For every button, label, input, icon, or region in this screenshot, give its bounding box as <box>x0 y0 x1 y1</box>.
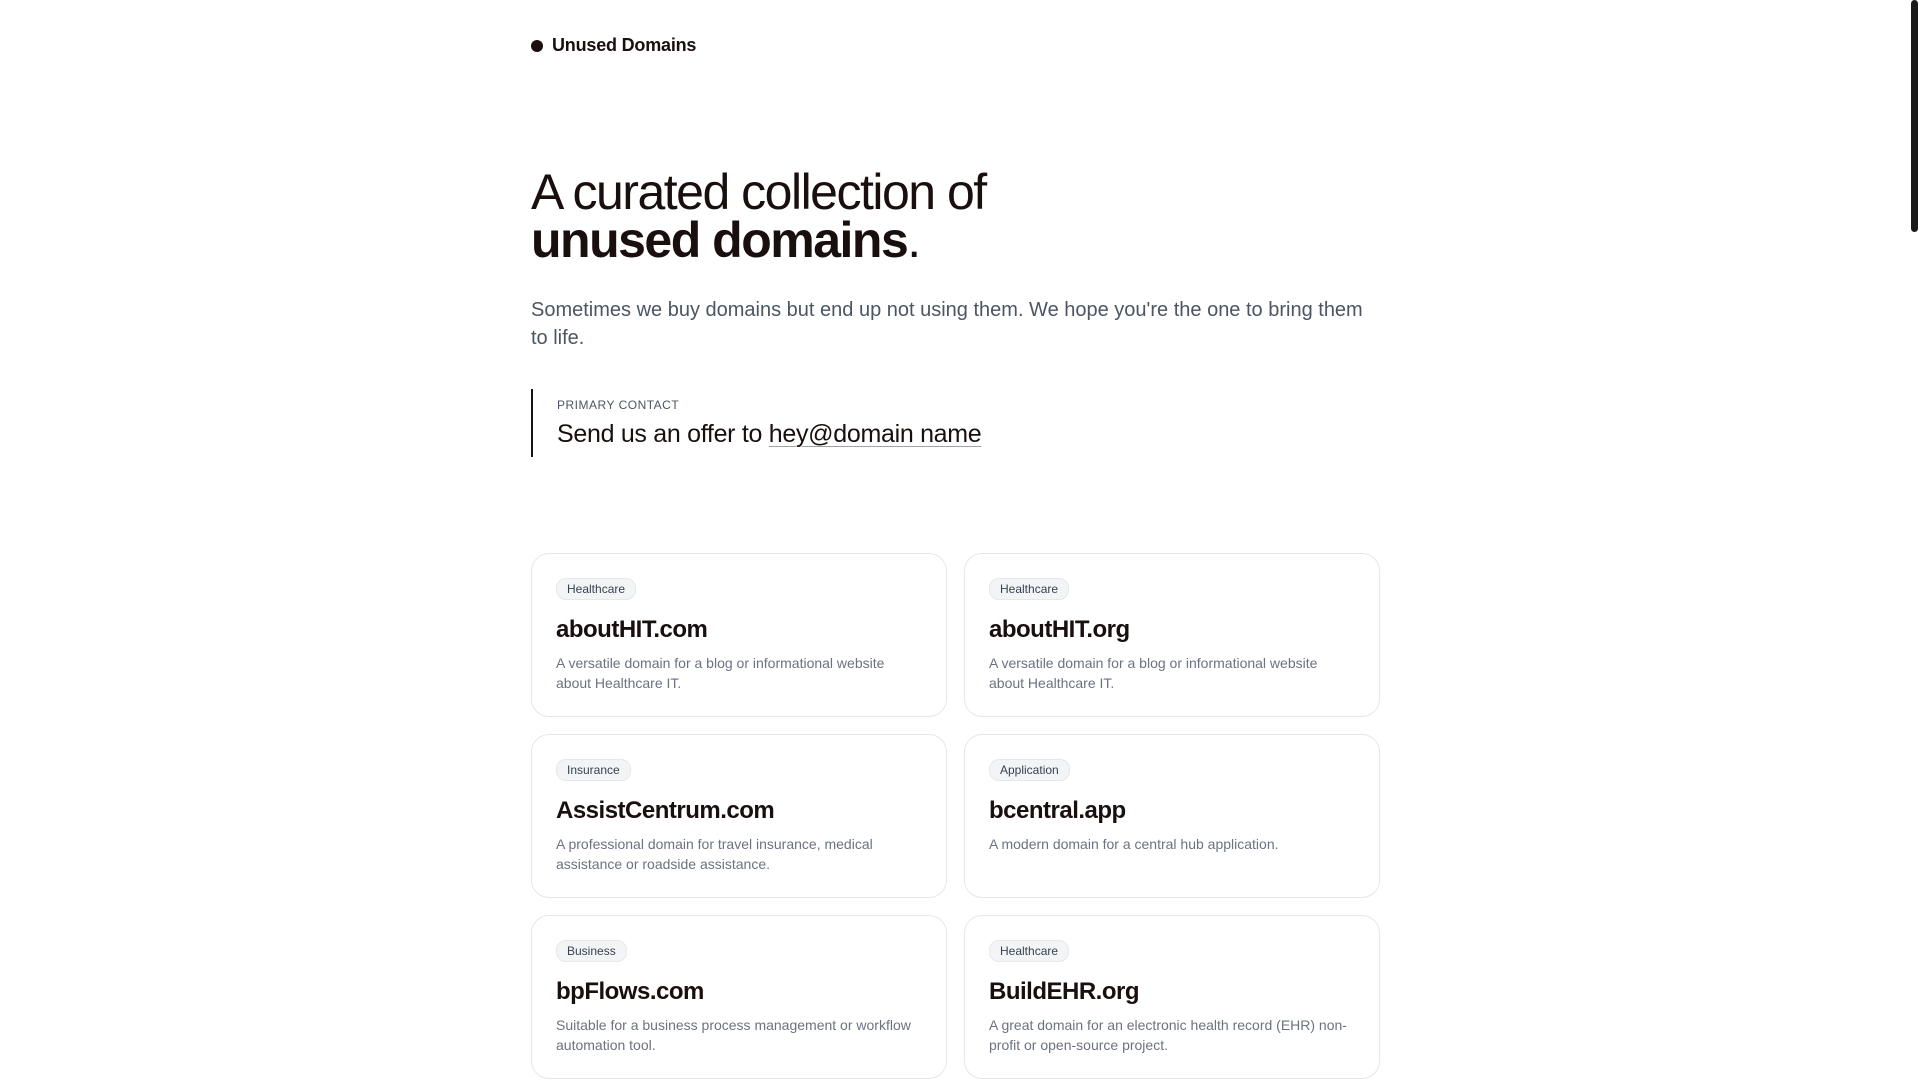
domain-description: A versatile domain for a blog or informational website about Healthcare IT. <box>556 655 885 691</box>
contact-line <box>557 420 981 449</box>
scrollbar-track[interactable] <box>1908 0 1920 1080</box>
domain-name: aboutHIT.org <box>989 616 1130 643</box>
domain-card[interactable] <box>964 734 1380 898</box>
brand[interactable] <box>531 35 696 56</box>
hero-title-line2 <box>531 212 1380 268</box>
primary-contact <box>531 389 981 457</box>
category-tag: Application <box>989 759 1070 781</box>
domain-card[interactable] <box>964 915 1380 1079</box>
hero-section <box>531 164 1380 352</box>
domain-description: Suitable for a business process management or workflow automation tool. <box>556 1017 911 1053</box>
brand-name: Unused Domains <box>552 35 697 55</box>
contact-prefix: Send us an offer to <box>557 420 769 448</box>
hero-title-line1: A curated collection of <box>531 164 986 220</box>
hero-title <box>531 164 1380 268</box>
domain-card[interactable] <box>531 734 947 898</box>
domain-description: A versatile domain for a blog or informational website about Healthcare IT. <box>989 655 1318 691</box>
domain-name: bcentral.app <box>989 797 1126 824</box>
domain-grid <box>531 553 1380 1079</box>
hero-title-bold: unused domains <box>531 212 908 268</box>
hero-title-period: . <box>907 212 920 268</box>
hero-description: Sometimes we buy domains but end up not using them. We hope you're the one to bring them to life. <box>531 299 1363 349</box>
domain-name: bpFlows.com <box>556 978 704 1005</box>
contact-label: PRIMARY CONTACT <box>557 398 680 412</box>
domain-card[interactable] <box>531 915 947 1079</box>
category-tag: Insurance <box>556 759 631 781</box>
domain-name: BuildEHR.org <box>989 978 1139 1005</box>
category-tag: Healthcare <box>989 940 1069 962</box>
category-tag: Healthcare <box>989 578 1069 600</box>
domain-card[interactable] <box>964 553 1380 717</box>
domain-description: A great domain for an electronic health record (EHR) non-profit or open-source project. <box>989 1017 1347 1053</box>
domain-name: AssistCentrum.com <box>556 797 775 824</box>
scrollbar-thumb[interactable] <box>1911 0 1918 232</box>
domain-name: aboutHIT.com <box>556 616 708 643</box>
domain-card[interactable] <box>531 553 947 717</box>
domain-description: A modern domain for a central hub application. <box>989 836 1279 852</box>
brand-dot-icon <box>531 40 543 52</box>
domain-description: A professional domain for travel insurance, medical assistance or roadside assistance. <box>556 836 873 872</box>
category-tag: Business <box>556 940 627 962</box>
contact-email-link[interactable]: hey@domain name <box>768 420 982 448</box>
category-tag: Healthcare <box>556 578 636 600</box>
